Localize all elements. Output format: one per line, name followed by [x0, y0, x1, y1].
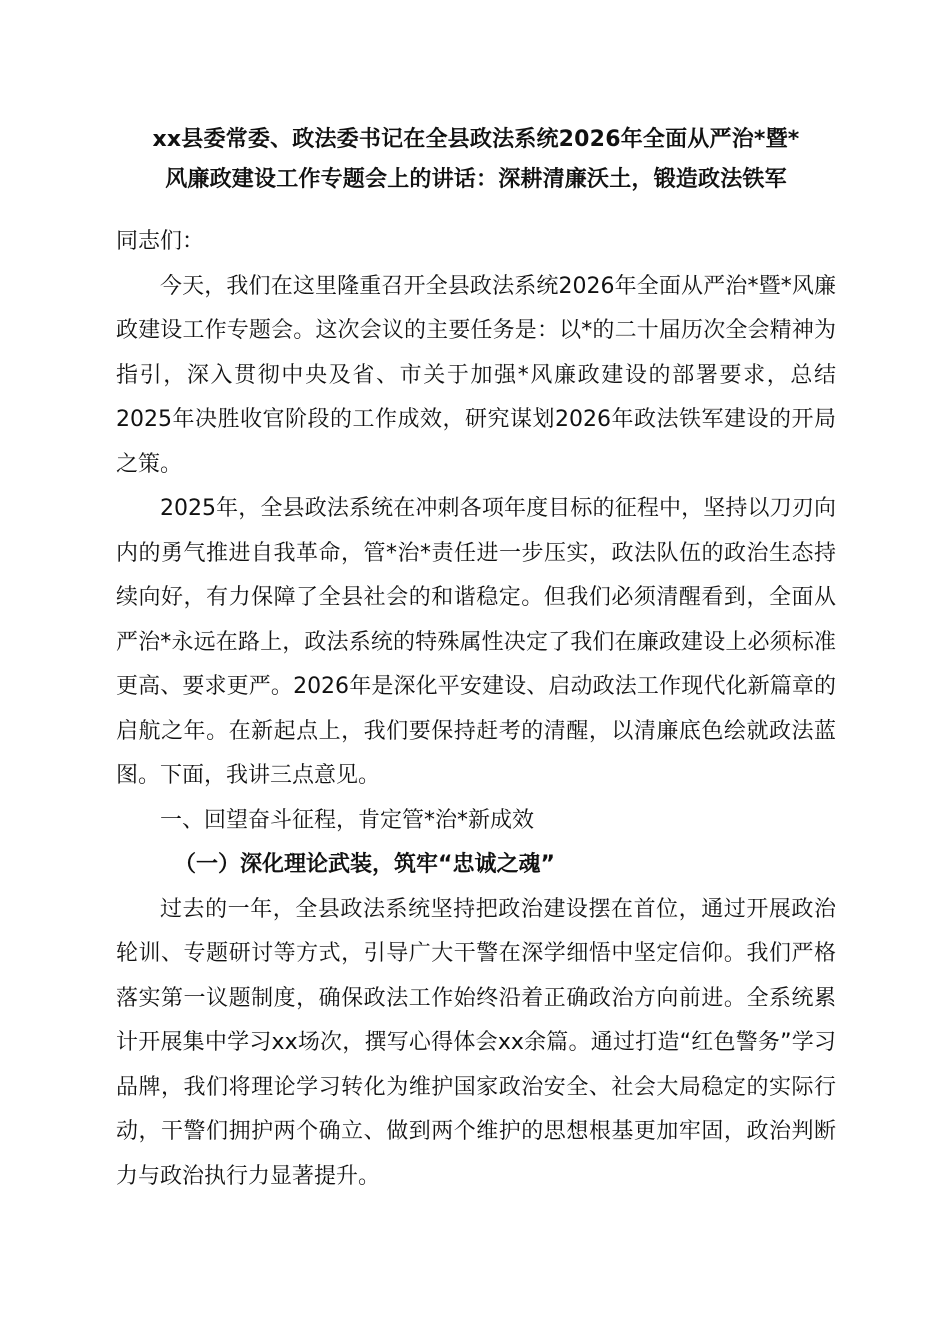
- section-heading-1: 一、回望奋斗征程，肯定管*治*新成效: [160, 807, 535, 833]
- document-page: [116, 120, 836, 1199]
- paragraph-theory-study: 过去的一年，全县政法系统坚持把政治建设摆在首位，通过开展政治轮训、专题研讨等方式，引导广大干警在深学细悟中坚定信仰。我们严格落实第一议题制度，确保政法工作始终沿着正确政治方向前进。全系统累计开展集中学习xx场次，撰写心得体会xx余篇。通过打造“红色警务”学习品牌，我们将理论学习转化为维护国家政治安全、社会大局稳定的实际行动，干警们拥护两个确立、做到两个维护的思想根基更加牢固，政治判断力与政治执行力显著提升。: [116, 896, 836, 1189]
- paragraph-review-2025: 2025年，全县政法系统在冲刺各项年度目标的征程中，坚持以刀刃向内的勇气推进自我革命，管*治*责任进一步压实，政法队伍的政治生态持续向好，有力保障了全县社会的和谐稳定。但我们必须清醒看到，全面从严治*永远在路上，政法系统的特殊属性决定了我们在廉政建设上必须标准更高、要求更严。2026年是深化平安建设、启动政法工作现代化新篇章的启航之年。在新起点上，我们要保持赶考的清醒，以清廉底色绘就政法蓝图。下面，我讲三点意见。: [116, 496, 836, 788]
- salutation: 同志们：: [116, 229, 205, 254]
- paragraph-opening: 今天，我们在这里隆重召开全县政法系统2026年全面从严治*暨*风廉政建设工作专题会。这次会议的主要任务是：以*的二十届历次全会精神为指引，深入贯彻中央及省、市关于加强*风廉政建设的部署要求，总结2025年决胜收官阶段的工作成效，研究谋划2026年政法铁军建设的开局之策。: [116, 273, 836, 477]
- title-line-1: xx县委常委、政法委书记在全县政法系统2026年全面从严治*暨*: [152, 127, 800, 152]
- title-line-2: 风廉政建设工作专题会上的讲话：深耕清廉沃土，锻造政法铁军: [165, 167, 787, 192]
- subsection-heading-1: （一）深化理论武装，筑牢“忠诚之魂”: [174, 852, 555, 877]
- document-title: [116, 120, 836, 200]
